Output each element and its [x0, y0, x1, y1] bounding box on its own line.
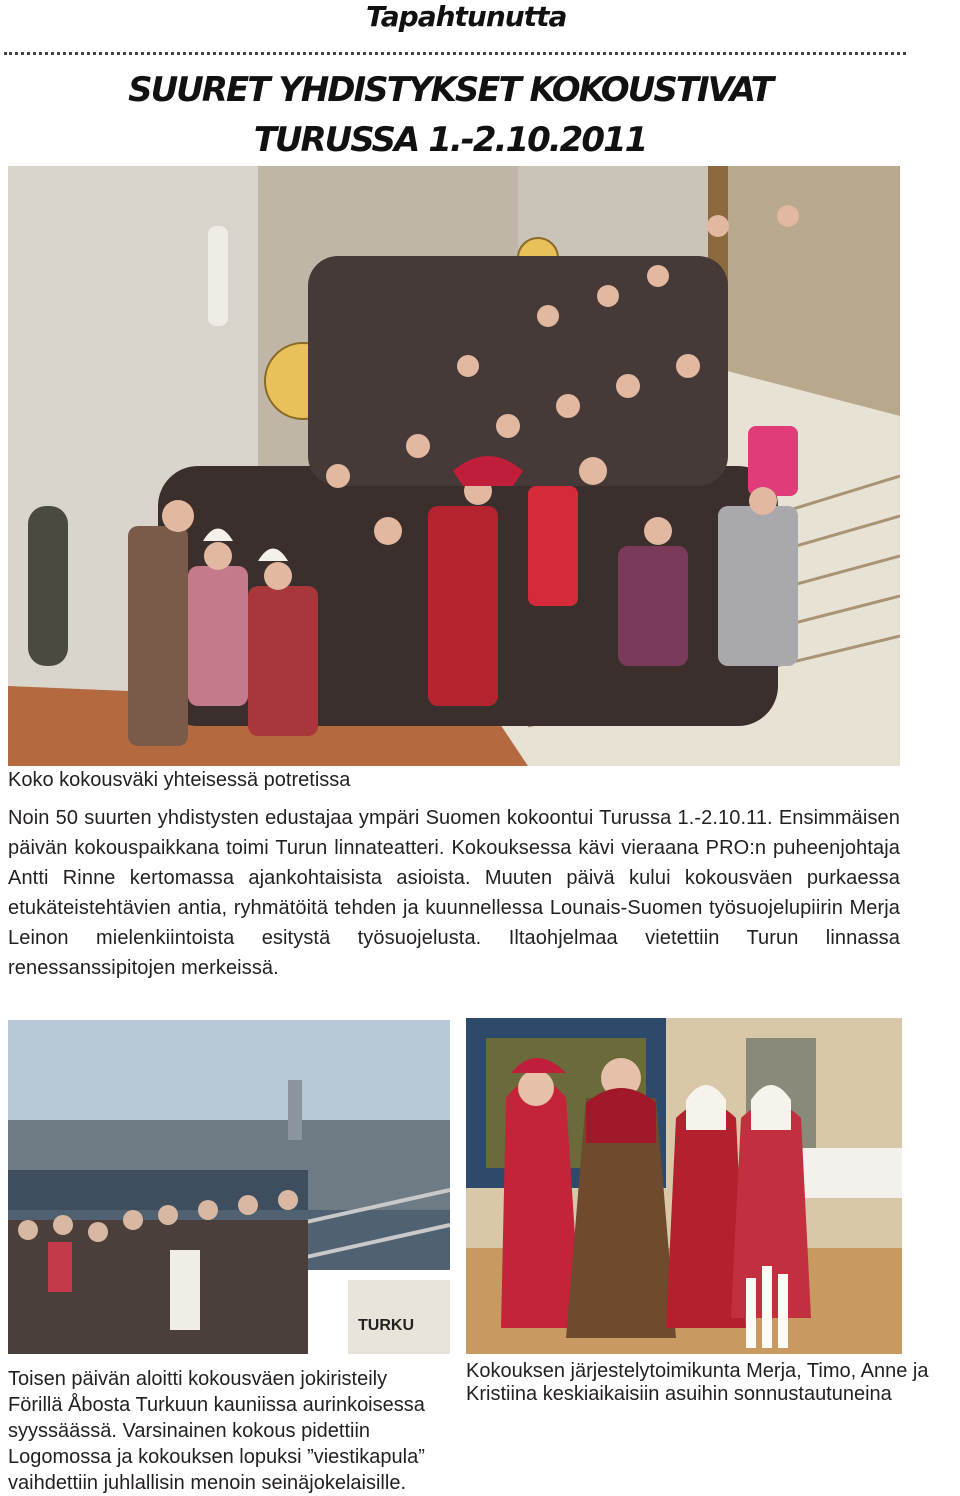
group-photo-caption: Koko kokousväki yhteisessä potretissa: [8, 769, 351, 791]
costume-caption-line: Kristiina keskiaikaisiin asuihin sonnustautuneina: [466, 1383, 892, 1405]
ferry-sign-text: TURKU: [358, 1317, 414, 1334]
costume-caption: [466, 1360, 958, 1406]
costume-caption-line: Kokouksen järjestelytoimikunta Merja, Timo, Anne ja: [466, 1360, 929, 1382]
section-tag: Tapahtunutta: [366, 0, 567, 33]
river-cruise-illustration: [8, 1020, 450, 1354]
river-cruise-photo: [8, 1020, 450, 1354]
river-caption-line: syyssäässä. Varsinainen kokous pidettiin: [8, 1420, 371, 1442]
costume-illustration: [466, 1018, 902, 1354]
headline-line-2: TURUSSA 1.-2.10.2011: [253, 120, 647, 160]
group-photo: [8, 166, 900, 766]
river-cruise-caption: [8, 1366, 458, 1496]
group-photo-illustration: [8, 166, 900, 766]
river-caption-line: vaihdettiin juhlallisin menoin seinäjokelaisille.: [8, 1472, 406, 1494]
river-caption-line: Toisen päivän aloitti kokousväen jokiristeily: [8, 1368, 388, 1390]
headline-line-1: SUURET YHDISTYKSET KOKOUSTIVAT: [128, 70, 772, 110]
costume-photo: [466, 1018, 902, 1354]
dotted-divider: [4, 52, 906, 55]
river-caption-line: Förillä Åbosta Turkuun kauniissa aurinkoisessa: [8, 1394, 425, 1416]
article-body: Noin 50 suurten yhdistysten edustajaa ympäri Suomen kokoontui Turussa 1.-2.10.11. Ensimmäisen päivän kokouspaikkana toimi Turun linnateatteri. Kokouksessa kävi vieraana PRO:n puheenjohtaja Antti Rinne kertomassa ajankohtaisista asioista. Muuten päivä kului kokousväen purkaessa etukäteistehtävien antia, ryhmätöitä tehden ja kuunnellessa Lounais-Suomen työsuojelupiirin Merja Leinon mielenkiintoista esitystä työsuojelusta. Iltaohjelmaa vietettiin Turun linnassa renessanssipitojen merkeissä.: [8, 807, 900, 979]
river-caption-line: Logomossa ja kokouksen lopuksi ”viestikapula”: [8, 1446, 425, 1468]
